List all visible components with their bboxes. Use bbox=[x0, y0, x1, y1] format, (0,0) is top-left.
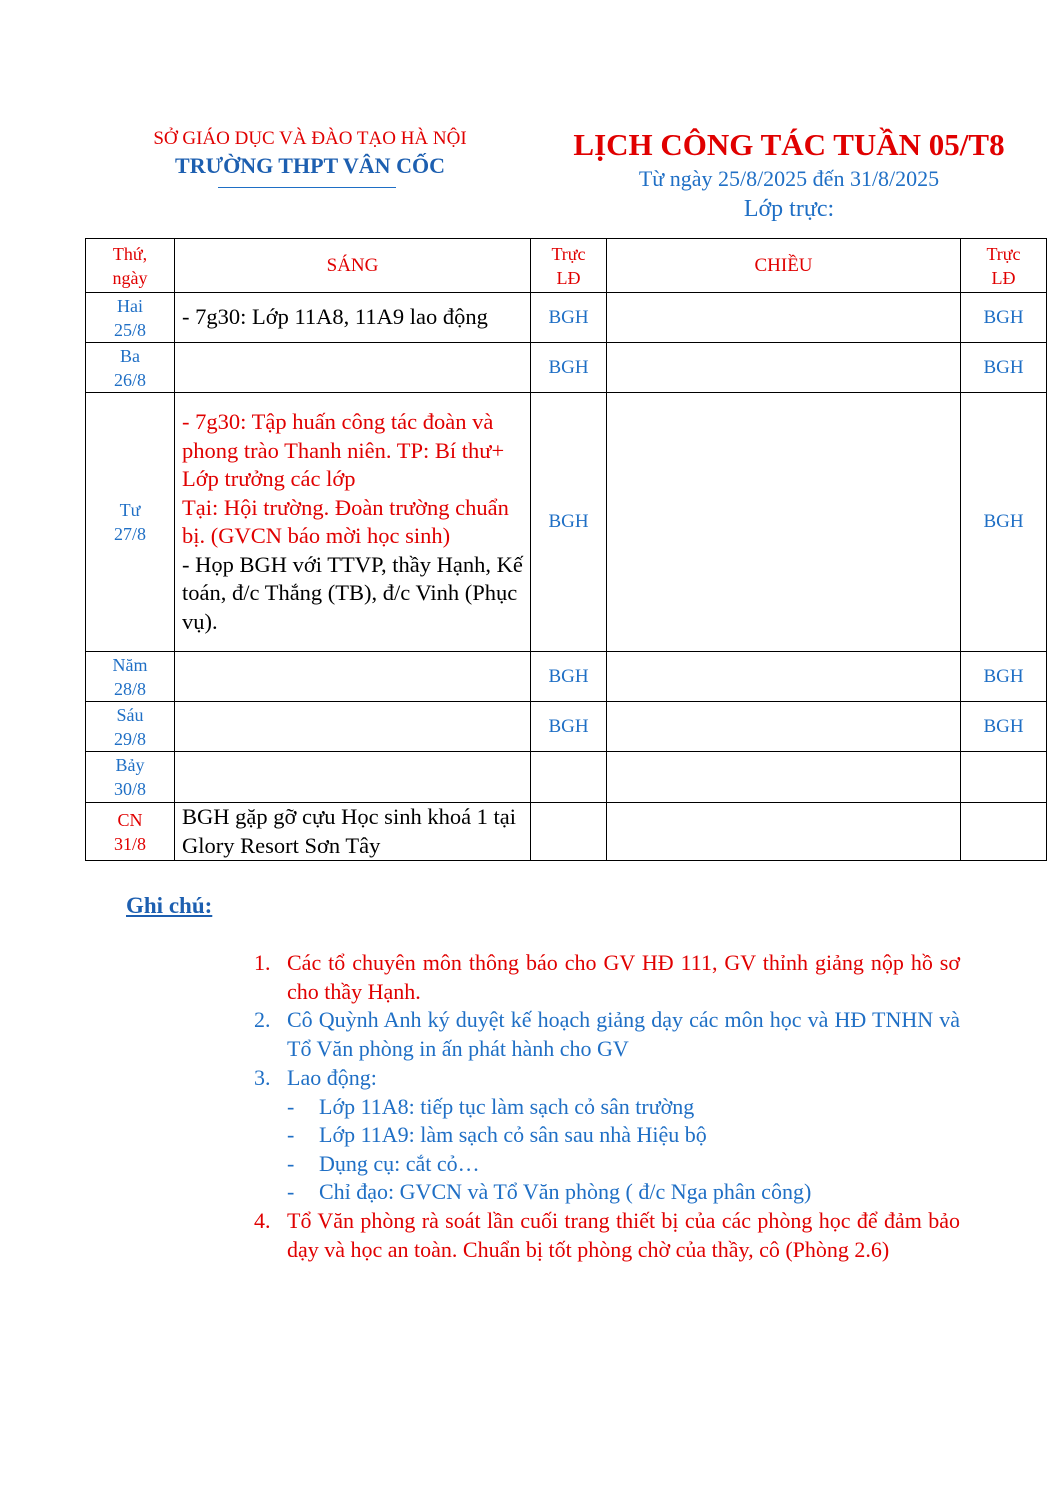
duty-class: Lớp trực: bbox=[743, 196, 835, 222]
duty-morning-cell bbox=[531, 752, 607, 803]
afternoon-cell bbox=[607, 702, 961, 752]
morning-item: - 7g30: Tập huấn công tác đoàn và phong trào Thanh niên. TP: Bí thư+ Lớp trưởng các lớp bbox=[182, 409, 505, 491]
note-text: Tổ Văn phòng rà soát lần cuối trang thiết bị của các phòng học để đảm bảo dạy và học an toàn. Chuẩn bị tốt phòng chờ của thầy, cô (Phòng 2.6) bbox=[287, 1208, 960, 1262]
afternoon-cell bbox=[607, 393, 961, 652]
afternoon-cell bbox=[607, 652, 961, 702]
day-cell bbox=[86, 393, 175, 652]
note-dash: - bbox=[287, 1151, 295, 1176]
day-date: 28/8 bbox=[113, 678, 146, 699]
morning-item: Tại: Hội trường. Đoàn trường chuẩn bị. (GVCN báo mời học sinh) bbox=[182, 494, 509, 548]
note-text: Cô Quỳnh Anh ký duyệt kế hoạch giảng dạy các môn học và HĐ TNHN và Tổ Văn phòng in ấn phát hành cho GV bbox=[287, 1007, 960, 1061]
duty-morning-cell: BGH bbox=[531, 293, 607, 343]
morning-cell bbox=[175, 702, 531, 752]
duty-afternoon-cell: BGH bbox=[961, 702, 1047, 752]
duty-afternoon-cell bbox=[961, 803, 1047, 861]
duty-afternoon-cell bbox=[961, 752, 1047, 803]
afternoon-cell bbox=[607, 803, 961, 861]
day-date: 25/8 bbox=[113, 319, 146, 340]
day-name: Năm bbox=[112, 654, 148, 675]
duty-morning-cell: BGH bbox=[531, 702, 607, 752]
notes-title: Ghi chú: bbox=[126, 893, 213, 918]
header-day-line1: Thứ, bbox=[112, 243, 148, 264]
note-number: 1. bbox=[254, 950, 271, 975]
afternoon-cell bbox=[607, 293, 961, 343]
day-name: CN bbox=[117, 809, 143, 830]
department-name: SỞ GIÁO DỤC VÀ ĐÀO TẠO HÀ NỘI bbox=[153, 128, 467, 149]
duty-afternoon-cell: BGH bbox=[961, 293, 1047, 343]
table-row bbox=[86, 752, 1047, 803]
afternoon-cell bbox=[607, 752, 961, 803]
note-dash: - bbox=[287, 1179, 295, 1204]
table-row bbox=[86, 652, 1047, 702]
note-subtext: Chỉ đạo: GVCN và Tổ Văn phòng ( đ/c Nga phân công) bbox=[319, 1179, 812, 1204]
morning-item: - Họp BGH với TTVP, thầy Hạnh, Kế toán, đ/c Thắng (TB), đ/c Vinh (Phục vụ). bbox=[182, 551, 523, 634]
note-number: 4. bbox=[254, 1208, 271, 1233]
note-text: Các tổ chuyên môn thông báo cho GV HĐ 111, GV thỉnh giảng nộp hồ sơ cho thầy Hạnh. bbox=[287, 950, 960, 1004]
day-cell bbox=[86, 343, 175, 393]
note-number: 3. bbox=[254, 1065, 271, 1090]
header-duty-morning bbox=[531, 239, 607, 293]
day-date: 30/8 bbox=[113, 779, 146, 799]
duty-morning-cell: BGH bbox=[531, 393, 607, 652]
morning-cell bbox=[175, 393, 531, 652]
duty-morning-cell: BGH bbox=[531, 343, 607, 393]
schedule-table bbox=[85, 238, 1047, 861]
header-duty-line2: LĐ bbox=[556, 267, 581, 288]
note-subtext: Lớp 11A9: làm sạch cỏ sân sau nhà Hiệu bộ bbox=[319, 1122, 707, 1147]
note-number: 2. bbox=[254, 1007, 271, 1032]
header-duty-afternoon bbox=[961, 239, 1047, 293]
table-row bbox=[86, 343, 1047, 393]
day-date: 29/8 bbox=[113, 728, 146, 749]
table-row bbox=[86, 803, 1047, 861]
morning-item: BGH gặp gỡ cựu Học sinh khoá 1 tại Glory Resort Sơn Tây bbox=[182, 804, 517, 858]
duty-morning-cell: BGH bbox=[531, 652, 607, 702]
day-cell bbox=[86, 293, 175, 343]
morning-cell bbox=[175, 803, 531, 861]
table-header-row bbox=[86, 239, 1047, 293]
page-title: LỊCH CÔNG TÁC TUẦN 05/T8 bbox=[573, 127, 1005, 162]
note-subtext: Lớp 11A8: tiếp tục làm sạch cỏ sân trường bbox=[319, 1094, 695, 1119]
header-day-line2: ngày bbox=[112, 267, 148, 288]
afternoon-cell bbox=[607, 343, 961, 393]
day-name: Hai bbox=[117, 295, 143, 316]
header-afternoon: CHIỀU bbox=[607, 239, 961, 293]
note-text: Lao động: bbox=[287, 1065, 377, 1090]
morning-cell bbox=[175, 652, 531, 702]
note-dash: - bbox=[287, 1122, 295, 1147]
morning-cell bbox=[175, 343, 531, 393]
header-morning: SÁNG bbox=[175, 239, 531, 293]
day-cell bbox=[86, 652, 175, 702]
day-name: Bảy bbox=[115, 755, 145, 775]
header-duty2-line1: Trực bbox=[986, 243, 1021, 264]
duty-afternoon-cell: BGH bbox=[961, 652, 1047, 702]
day-cell bbox=[86, 803, 175, 861]
header-duty-line1: Trực bbox=[551, 243, 586, 264]
note-subtext: Dụng cụ: cắt cỏ… bbox=[319, 1151, 480, 1176]
duty-afternoon-cell: BGH bbox=[961, 393, 1047, 652]
duty-afternoon-cell: BGH bbox=[961, 343, 1047, 393]
morning-cell bbox=[175, 293, 531, 343]
day-cell bbox=[86, 752, 175, 803]
morning-cell bbox=[175, 752, 531, 803]
school-underline bbox=[218, 187, 396, 188]
day-date: 31/8 bbox=[113, 833, 146, 854]
day-name: Tư bbox=[119, 500, 141, 520]
day-cell bbox=[86, 702, 175, 752]
table-row bbox=[86, 702, 1047, 752]
morning-item: - 7g30: Lớp 11A8, 11A9 lao động bbox=[182, 304, 488, 330]
date-range: Từ ngày 25/8/2025 đến 31/8/2025 bbox=[638, 166, 940, 191]
school-name: TRƯỜNG THPT VÂN CỐC bbox=[175, 153, 445, 178]
header-duty2-line2: LĐ bbox=[991, 267, 1016, 288]
header-day bbox=[86, 239, 175, 293]
table-row bbox=[86, 293, 1047, 343]
duty-morning-cell bbox=[531, 803, 607, 861]
day-name: Ba bbox=[120, 345, 140, 366]
note-dash: - bbox=[287, 1094, 295, 1119]
day-date: 27/8 bbox=[113, 524, 146, 544]
day-name: Sáu bbox=[116, 704, 144, 725]
table-row bbox=[86, 393, 1047, 652]
day-date: 26/8 bbox=[113, 369, 146, 390]
